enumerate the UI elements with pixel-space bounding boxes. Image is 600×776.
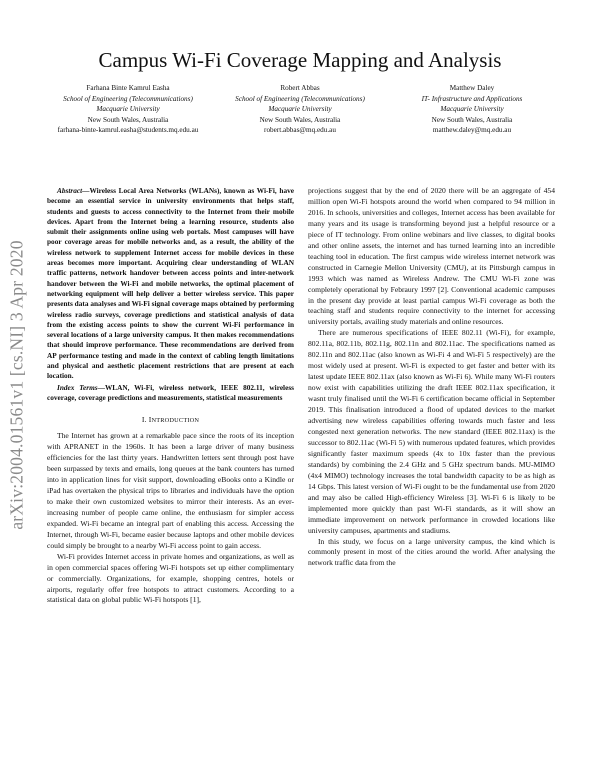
section-title-initial: I [148, 415, 152, 425]
section-title-rest: NTRODUCTION [151, 417, 200, 425]
intro-paragraph-2: Wi-Fi provides Internet access in private homes and organizations, as well as in open commercial spaces offering Wi-Fi hotspots set up either complimentary or commercially. Organizations, for example, shopping centres, hotels or airports, regularly offer free hotspots to attract customers. According to a statistical data on global public Wi-Fi hotspots [1], [47, 551, 294, 605]
author-name: Matthew Daley [449, 84, 495, 92]
intro-paragraph-continued: projections suggest that by the end of 2020 there will be an aggregate of 454 million open Wi-Fi hotspots around the world when compared to 94 million in 2016. In schools, universities and colleges, Internet access has been available for many years and its usage is transforming beyond just a helpful resource or a piece of IT technology. From online webinars and live classes, to digital books and other online assets, the internet and has turned learning into an incredible teaching tool in education. The first campus wide wireless internet network was constructed in Carnegie Mellon University (CMU), at its Pittsburgh campus in 1993 which was named as Wireless Andrew. The CMU Wi-Fi zone was completely operational by Febraury 1997 [2]. Conventional academic campuses in the present day provide at least partial campus Wi-Fi coverage as both the teaching staff and students require connectivity to the internet for accessing university portals, availing study materials and online resources. [308, 186, 555, 327]
intro-paragraph-3: There are numerous specifications of IEEE 802.11 (Wi-Fi), for example, 802.11a, 802.11b, 802.11g, 802.11n and 802.11ac. The specifications named as 802.11n and 802.11ac (also known as Wi-Fi 4 and Wi-Fi 5 respectively) are the most widely used at present. Wi-Fi is expected to get faster and better with its latest update IEEE 802.11ax (also known as Wi-Fi 6). While many Wi-Fi routers now exist with capabilities utilizing the draft IEEE 802.11ax specification, it wasnt truly finalised until the Wi-Fi 6 certification became official in September 2019. This finalisation introduced a flood of updated devices to the market advertising new wireless capabilities offering towards much faster and less congested next generation networks. The new standard (IEEE 802.11ax) is the successor to 802.11ac (Wi-Fi 5) with numerous updated features, which provides significantly faster maximum speeds (4x to 10x faster than the previous standards) by combining the 2.4 GHz and 5 GHz spectrum bands. MU-MIMO (4x4 MIMO) technology increases the total bandwidth capacity to be as high as 14 Gbps. This latest version of Wi-Fi ought to be the fundamental use from 2020 and may also be called High-efficiency Wireless [3]. Wi-Fi 6 is likely to be implemented more quickly than past Wi-Fi standards, as it will show an immediate improvement on network performance in crowded locations like university campuses, apartments and stadiums. [308, 328, 555, 535]
index-terms-text: —WLAN, Wi-Fi, wireless network, IEEE 802.11, wireless coverage, coverage predictions and measurements, statistical measurements [47, 382, 294, 402]
intro-paragraph-1: The Internet has grown at a remarkable pace since the roots of its inception with APRANET in the 1960s. It has been a large driver of many business efficiencies for the last thirty years. Handwritten letters sent through post have been surpassed by texts and emails, long queues at the bank counters has turned into in application lines for visit support, downloading eBooks onto a Kindle or iPad has overtaken the physical trips to libraries and individuals have the option to make their own customized websites to mirror their interests. As an ever-increasing number of people came online, the enthusiasm for simpler access expanded. Wi-Fi became an integral part of enabling this access. Accessing the Internet, through Wi-Fi, became easier because laptops and other mobile devices could simply be brought to a nearby Wi-Fi access point to gain access. [47, 431, 294, 550]
author-location: New South Wales, Australia [87, 115, 169, 124]
index-terms [47, 383, 294, 404]
author-email: robert.abbas@mq.edu.au [264, 126, 336, 135]
author-name: Robert Abbas [280, 84, 320, 92]
author-name: Farhana Binte Kamrul Easha [86, 84, 170, 92]
right-column [308, 186, 555, 569]
abstract-label: Abstract [57, 186, 83, 195]
author-university: Macquarie University [268, 105, 332, 114]
author-department: IT- Infrastructure and Applications [421, 94, 523, 103]
arxiv-id: arXiv:2004.01561v1 [cs.NI] 3 Apr 2020 [6, 240, 27, 530]
author-2 [214, 83, 386, 136]
author-department: School of Engineering (Telecommunications) [63, 94, 193, 103]
paper-title: Campus Wi-Fi Coverage Mapping and Analysis [98, 48, 502, 72]
author-1 [42, 83, 214, 136]
author-location: New South Wales, Australia [259, 115, 341, 124]
author-department: School of Engineering (Telecommunications) [235, 94, 365, 103]
abstract [47, 186, 294, 382]
author-university: Macquarie University [96, 105, 160, 114]
author-3 [386, 83, 558, 136]
section-numeral: I. [141, 415, 147, 425]
intro-paragraph-4: In this study, we focus on a large university campus, the kind which is commonly present in most of the cities around the world. After analysing the network traffic data from the [308, 536, 555, 568]
section-heading-introduction [47, 415, 294, 427]
author-email: matthew.daley@mq.edu.au [432, 126, 512, 135]
author-block [42, 83, 558, 136]
arxiv-watermark [3, 190, 31, 580]
index-terms-label: Index Terms [57, 382, 98, 392]
author-location: New South Wales, Australia [431, 115, 513, 124]
author-email: farhana-binte-kamrul.easha@students.mq.edu.au [57, 126, 199, 135]
left-column [47, 186, 294, 606]
abstract-text: —Wireless Local Area Networks (WLANs), known as Wi-Fi, have become an essential service in university environments that helps staff, students and guests to access connectivity to the Internet from their mobile devices. Apart from the Internet being a learning resource, students also submit their assignments online using web portals. Most campuses will have poor coverage areas for mobile networks and, as a result, the ability of the wireless network to supplement Internet access for mobile devices in these areas becomes more important. Acquiring clear understanding of WLAN traffic patterns, network handover between access points and inter-network handover between the Wi-Fi and mobile networks, the optimal placement of networking equipment will help deliver a better wireless service. This paper presents data analyses and Wi-Fi signal coverage maps obtained by performing wireless radio surveys, coverage predictions and statistical analysis of data from the existing access points to show the current Wi-Fi performance in several locations of a large university campus. It then makes recommendations that should improve performance. These recommendations are derived from AP performance testing and made in the context of cabling length limitations and physical and aesthetic placement restrictions that are present at each location. [47, 186, 294, 381]
author-university: Macquarie University [440, 105, 504, 114]
